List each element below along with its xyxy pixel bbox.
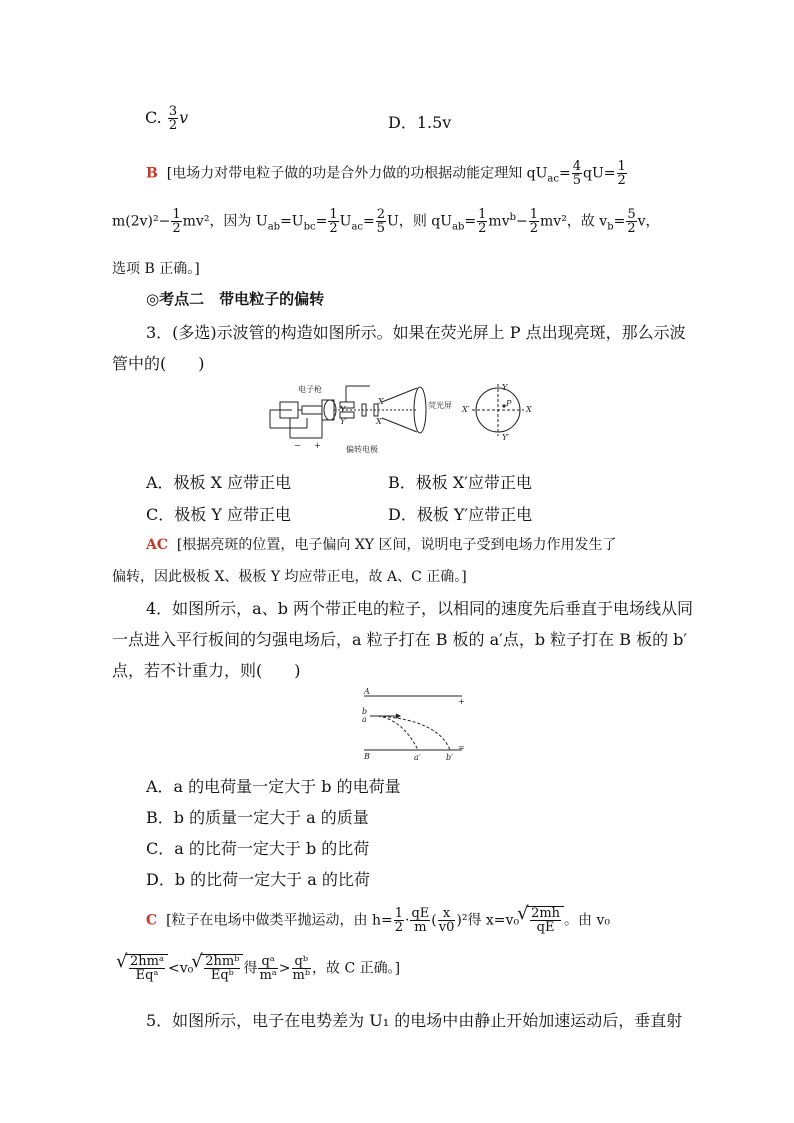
q2-solution-line1: B [电场力对带电粒子做的功是合外力做的功根据动能定理知 $qU_{ac}=$ $\frac{4}{5}$ qU= $\frac{1}{2}$	[146, 159, 626, 188]
q4-solution-line1: C [粒子在电场中做类平抛运动，由 h= $\frac{1}{2}$ · $\frac{qE}{m}$ ( $\frac{x}{v0}$ )²得 x=v₀ √ $\frac{2mh}{qE}$ 。由 v₀	[146, 906, 610, 934]
screen-label-y: Y	[502, 383, 508, 392]
q2-solution-line3: 选项 B 正确。]	[112, 261, 200, 277]
plate-b-minus: =	[458, 743, 465, 752]
label-plate-yp: Y′	[340, 417, 348, 426]
q4-option-b: B．b 的质量一定大于 a 的质量	[146, 808, 369, 827]
q3-option-b: B．极板 X′应带正电	[388, 473, 532, 492]
q2-solution-line2: m(2v)²− $\frac{1}{2}$ mv²，因为 $U_{ab}=U_{bc}=$ $\frac{1}{2}$ $U_{ac}=$ $\frac{2}{5}$ U，则 $qU_{ab}=$ $\frac{1}{2}$ $mv^b-$ $\frac{1}{2}$ mv²，故 $v_b=$ $\frac{5}{2}$ v，	[112, 207, 660, 236]
label-deflection-plates: 偏转电极	[346, 445, 378, 454]
plate-b-label: B	[364, 752, 370, 761]
q4-stem-line2: 一点进入平行板间的匀强电场后，a 粒子打在 B 板的 a′点，b 粒子打在 B 板的 b′	[112, 630, 688, 649]
q4-solution-line2: √ $\frac{\text{2hmᵃ}}{\text{Eqᵃ}}$ <v₀ √ $\frac{\text{2hmᵇ}}{\text{Eqᵇ}}$ 得 $\frac{\text{qᵃ}}{\text{mᵃ}}$ > $\frac{\text{qᵇ}}{\text{mᵇ}}$ ，故 C 正确。]	[118, 954, 400, 982]
q3-option-c: C．极板 Y 应带正电	[146, 505, 291, 524]
plate-a-plus: +	[458, 697, 465, 706]
q3-option-a: A．极板 X 应带正电	[146, 473, 292, 492]
oscilloscope-diagram	[262, 380, 562, 460]
label-plate-xp: X′	[376, 417, 384, 426]
q3-solution-line2: 偏转，因此极板 X、极板 Y 均应带正电，故 A、C 正确。]	[112, 569, 467, 585]
q3-stem-line2: 管中的( )	[112, 354, 205, 373]
q4-option-d: D．b 的比荷一定大于 a 的比荷	[146, 870, 370, 889]
q3-option-d: D．极板 Y′应带正电	[388, 505, 533, 524]
particle-b-label: b	[362, 707, 368, 716]
screen-label-xp: X′	[462, 405, 470, 414]
label-plate-x: X	[378, 397, 384, 406]
q3-stem-line1: 3．(多选)示波管的构造如图所示。如果在荧光屏上 P 点出现亮斑，那么示波	[146, 323, 686, 342]
q4-stem-line1: 4．如图所示，a、b 两个带正电的粒子，以相同的速度先后垂直于电场线从同	[146, 599, 694, 618]
q2-option-d: D．1.5v	[388, 113, 452, 132]
q4-option-c: C．a 的比荷一定大于 b 的比荷	[146, 839, 370, 858]
label-electron-gun: 电子枪	[298, 385, 322, 394]
screen-label-p: P	[506, 399, 512, 408]
q5-stem-line1: 5．如图所示，电子在电势差为 U₁ 的电场中由静止开始加速运动后，垂直射	[146, 1011, 683, 1030]
point-ap-label: a′	[414, 753, 421, 762]
label-plus: +	[314, 441, 321, 450]
q3-solution-line1: AC [根据亮斑的位置，电子偏向 XY 区间，说明电子受到电场力作用发生了	[146, 537, 617, 553]
plate-a-label: A	[364, 687, 370, 696]
label-minus: −	[294, 441, 301, 450]
screen-label-yp: Y′	[502, 433, 510, 442]
q2-option-c: C. $\frac{3}{2}$ v	[145, 104, 189, 133]
label-plate-y: Y	[340, 405, 346, 414]
label-screen: 荧光屏	[428, 401, 452, 410]
section-heading: ◎考点二 带电粒子的偏转	[146, 290, 325, 308]
particle-a-label: a	[362, 715, 367, 724]
q4-stem-line3: 点，若不计重力，则( )	[112, 661, 301, 680]
screen-label-x: X	[526, 405, 532, 414]
parallel-plates-diagram	[358, 684, 470, 768]
q4-option-a: A．a 的电荷量一定大于 b 的电荷量	[146, 777, 401, 796]
point-bp-label: b′	[446, 753, 453, 762]
